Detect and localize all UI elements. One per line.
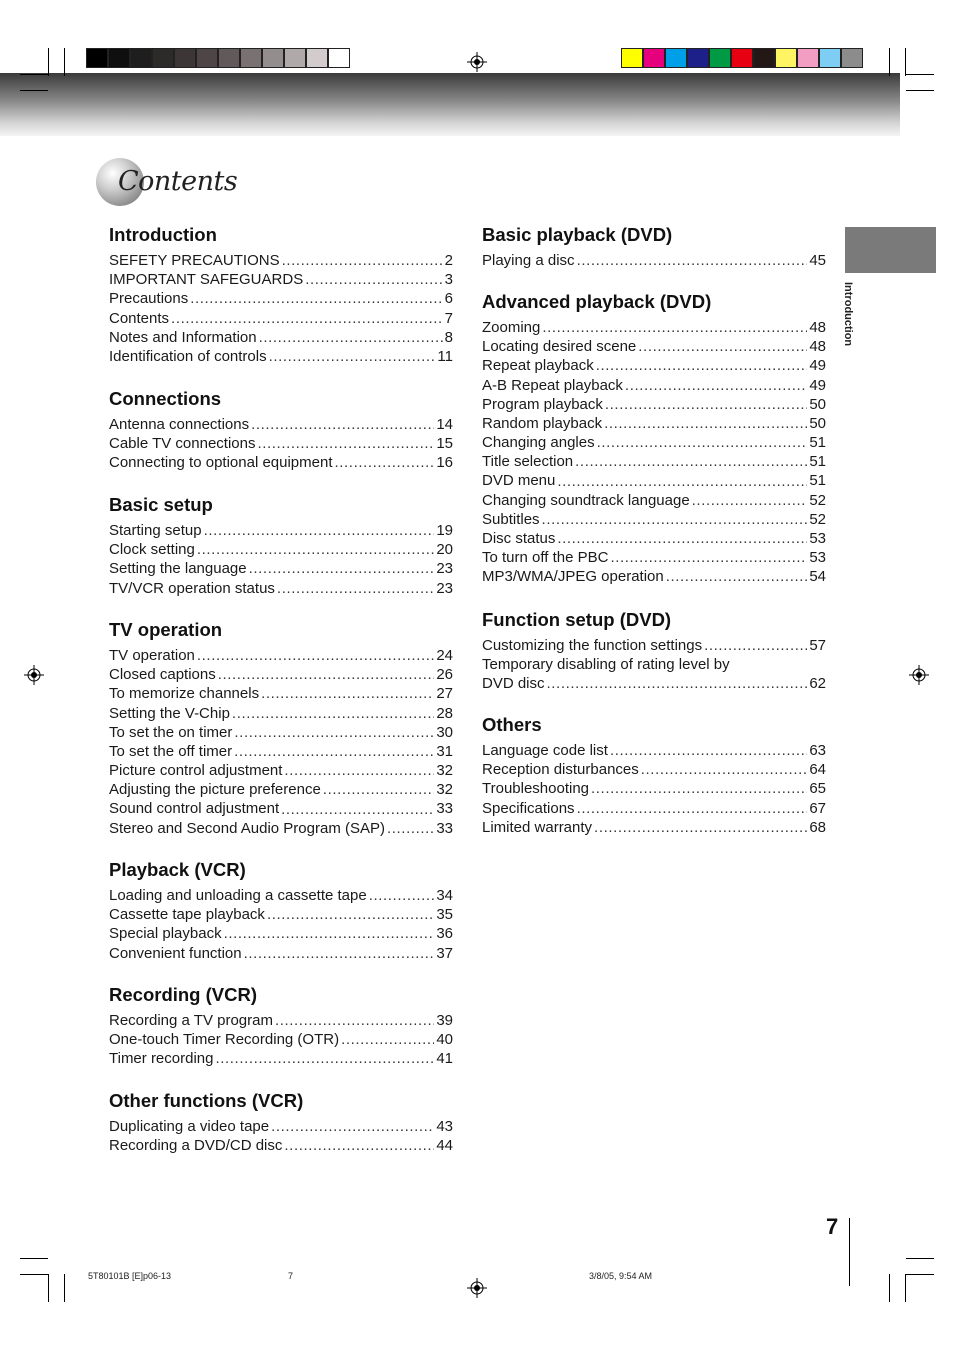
toc-entry-page: 26 [436, 666, 453, 684]
dot-leader [251, 415, 434, 434]
toc-entry-page: 28 [436, 704, 453, 722]
toc-entry[interactable] [109, 1117, 453, 1136]
toc-section [482, 289, 826, 587]
toc-entry-page: 68 [809, 818, 826, 836]
footer-timestamp: 3/8/05, 9:54 AM [589, 1271, 653, 1281]
toc-entry[interactable] [482, 414, 826, 433]
toc-entry-title: To memorize channels [109, 685, 260, 703]
toc-entry-page: 37 [436, 944, 453, 962]
dot-leader [542, 510, 808, 529]
toc-entry-page: 11 [437, 347, 453, 365]
toc-entry[interactable] [109, 347, 453, 366]
toc-entry-title: DVD disc [482, 675, 545, 693]
gray-swatch [174, 48, 196, 68]
toc-entry[interactable] [109, 289, 453, 308]
toc-entry-page: 6 [444, 290, 453, 308]
toc-entry-title: Playing a disc [482, 251, 575, 269]
toc-entry[interactable] [109, 1011, 453, 1030]
dot-leader [604, 414, 807, 433]
page-title [96, 158, 296, 208]
toc-entry[interactable] [109, 270, 453, 289]
toc-entry-title: TV/VCR operation status [109, 579, 275, 597]
toc-entry-page: 33 [436, 819, 453, 837]
gray-swatch-bar [86, 48, 350, 68]
dot-leader [234, 742, 434, 761]
section-tab-label [838, 282, 860, 356]
dot-leader [387, 819, 434, 838]
dot-leader [547, 674, 808, 693]
toc-entry-page: 41 [436, 1050, 453, 1068]
footer-file-id: 5T80101B [E]p06-13 [88, 1271, 172, 1281]
toc-entry[interactable] [482, 548, 826, 567]
toc-entry-title: Disc status [482, 530, 556, 548]
toc-entry[interactable] [482, 529, 826, 548]
toc-entry-page: 53 [809, 549, 826, 567]
dot-leader [261, 684, 434, 703]
toc-entry-title: Limited warranty [482, 818, 593, 836]
toc-entry-page: 51 [809, 453, 826, 471]
dot-leader [335, 453, 435, 472]
toc-entry-title: DVD menu [482, 472, 556, 490]
dot-leader [259, 328, 443, 347]
toc-entry-title: Troubleshooting [482, 780, 590, 798]
dot-leader [610, 548, 807, 567]
dot-leader [269, 347, 436, 366]
toc-entry-title: Repeat playback [482, 357, 594, 375]
dot-leader [197, 646, 434, 665]
toc-section [109, 492, 453, 598]
toc-entry[interactable] [109, 742, 453, 761]
toc-entry-page: 7 [444, 309, 453, 327]
section-heading: Connections [109, 388, 222, 409]
crop-mark [905, 48, 906, 76]
toc-entry[interactable] [109, 886, 453, 905]
toc-entry[interactable] [482, 395, 826, 414]
dot-leader [190, 289, 442, 308]
toc-section [109, 1088, 453, 1155]
dot-leader [215, 1049, 434, 1068]
crop-mark [889, 1274, 890, 1302]
toc-entry[interactable] [482, 433, 826, 452]
toc-entry[interactable] [109, 800, 453, 819]
toc-entry[interactable] [109, 819, 453, 838]
toc-entry-title: Setting the V-Chip [109, 704, 230, 722]
toc-entry[interactable] [482, 760, 826, 779]
toc-entry-page: 48 [809, 338, 826, 356]
color-swatch-bar [621, 48, 863, 68]
toc-entry-title: Locating desired scene [482, 338, 637, 356]
crop-mark [905, 1274, 906, 1302]
crop-mark [20, 74, 48, 75]
dot-leader [641, 760, 808, 779]
dot-leader [625, 376, 807, 395]
crop-mark [64, 1274, 65, 1302]
toc-entry[interactable] [482, 356, 826, 375]
toc-entry[interactable] [109, 1136, 453, 1155]
dot-leader [204, 521, 435, 540]
toc-entry-title: One-touch Timer Recording (OTR) [109, 1031, 340, 1049]
toc-entry-page: 19 [436, 521, 453, 539]
toc-entry-title: Stereo and Second Audio Program (SAP) [109, 819, 385, 837]
toc-entry-page: 57 [809, 636, 826, 654]
toc-entry-title: SEFETY PRECAUTIONS [109, 251, 280, 269]
toc-entry-title: Contents [109, 309, 170, 327]
dot-leader [704, 636, 807, 655]
crop-mark [906, 1274, 934, 1275]
dot-leader [281, 800, 434, 819]
toc-entry-title: Specifications [482, 799, 575, 817]
toc-entry-page: 67 [809, 799, 826, 817]
toc-entry-title: Clock setting [109, 541, 195, 559]
dot-leader [277, 579, 434, 598]
toc-entry[interactable] [109, 684, 453, 703]
section-tab-label-text: Introduction [842, 282, 854, 347]
toc-entry[interactable] [482, 741, 826, 760]
dot-leader [271, 1117, 434, 1136]
toc-entry[interactable] [109, 665, 453, 684]
toc-entry-title: Program playback [482, 395, 603, 413]
color-swatch [775, 48, 797, 68]
toc-entry-page: 48 [809, 318, 826, 336]
toc-entry-page: 44 [436, 1137, 453, 1155]
header-band [0, 73, 900, 136]
color-swatch [753, 48, 775, 68]
gray-swatch [86, 48, 108, 68]
toc-entry-page: 14 [436, 415, 453, 433]
dot-leader [610, 741, 807, 760]
color-swatch [665, 48, 687, 68]
toc-entry[interactable] [482, 779, 826, 798]
page-rule [849, 1218, 850, 1286]
dot-leader [323, 780, 435, 799]
gray-swatch [196, 48, 218, 68]
toc-entry-title: To set the on timer [109, 723, 233, 741]
toc-entry-title: To turn off the PBC [482, 549, 609, 567]
dot-leader [341, 1030, 434, 1049]
toc-entry-title: Notes and Information [109, 328, 257, 346]
section-tab [845, 227, 936, 273]
dot-leader [594, 818, 807, 837]
toc-entry-page: 50 [809, 414, 826, 432]
registration-mark-icon [909, 665, 929, 685]
toc-entry-page: 52 [809, 491, 826, 509]
color-swatch [709, 48, 731, 68]
dot-leader [282, 251, 443, 270]
toc-entry-page: 43 [436, 1117, 453, 1135]
dot-leader [257, 434, 434, 453]
toc-entry-title: Reception disturbances [482, 761, 639, 779]
toc-entry[interactable] [109, 521, 453, 540]
crop-mark [64, 48, 65, 76]
toc-entry[interactable] [109, 924, 453, 943]
toc-entry-page: 30 [436, 723, 453, 741]
dot-leader [275, 1011, 434, 1030]
toc-section [109, 386, 453, 473]
crop-mark [20, 1274, 48, 1275]
toc-entry-title: Recording a DVD/CD disc [109, 1137, 283, 1155]
section-heading: TV operation [109, 619, 223, 640]
toc-entry[interactable] [482, 318, 826, 337]
dot-leader [234, 723, 434, 742]
toc-section [482, 712, 826, 837]
dot-leader [575, 452, 807, 471]
toc-entry[interactable] [482, 636, 826, 655]
toc-entry-title: Title selection [482, 453, 574, 471]
color-swatch [621, 48, 643, 68]
toc-entry-page: 24 [436, 646, 453, 664]
toc-entry[interactable] [109, 328, 453, 347]
toc-entry-title: Zooming [482, 318, 541, 336]
crop-mark [906, 74, 934, 75]
dot-leader [666, 567, 808, 586]
crop-mark [48, 48, 49, 76]
gray-swatch [328, 48, 350, 68]
gray-swatch [152, 48, 174, 68]
toc-entry[interactable] [109, 434, 453, 453]
toc-entry-title: Antenna connections [109, 415, 250, 433]
color-swatch [797, 48, 819, 68]
registration-mark-icon [467, 52, 487, 72]
toc-section [109, 857, 453, 963]
toc-entry-page: 49 [809, 357, 826, 375]
toc-entry-title: Duplicating a video tape [109, 1117, 270, 1135]
toc-entry[interactable] [482, 674, 826, 693]
gray-swatch [306, 48, 328, 68]
toc-entry-title: Language code list [482, 741, 608, 759]
toc-entry[interactable] [482, 567, 826, 586]
dot-leader [369, 886, 435, 905]
toc-entry-page: 2 [444, 251, 453, 269]
toc-section [109, 617, 453, 838]
toc-entry-title: Closed captions [109, 666, 216, 684]
crop-mark [906, 90, 934, 91]
crop-mark [906, 1258, 934, 1259]
color-swatch [841, 48, 863, 68]
dot-leader [218, 665, 435, 684]
dot-leader [284, 1136, 434, 1155]
toc-entry-page: 39 [436, 1011, 453, 1029]
dot-leader [232, 704, 434, 723]
footer-page: 7 [288, 1271, 294, 1281]
toc-section [109, 222, 453, 366]
dot-leader [171, 309, 443, 328]
toc-entry-page: 40 [436, 1031, 453, 1049]
toc-entry-page: 15 [436, 435, 453, 453]
toc-entry-page: 8 [444, 328, 453, 346]
toc-entry-page: 35 [436, 906, 453, 924]
toc-entry-title: Temporary disabling of rating level by [482, 656, 730, 674]
toc-entry[interactable] [109, 251, 453, 270]
toc-entry-title: Adjusting the picture preference [109, 781, 321, 799]
toc-entry-title: Random playback [482, 414, 603, 432]
dot-leader [692, 491, 808, 510]
toc-entry[interactable] [482, 655, 826, 674]
toc-entry-page: 33 [436, 800, 453, 818]
section-heading: Other functions (VCR) [109, 1090, 304, 1111]
toc-entry-title: Cassette tape playback [109, 906, 265, 924]
toc-entry-page: 20 [436, 541, 453, 559]
dot-leader [267, 905, 434, 924]
toc-entry[interactable] [482, 376, 826, 395]
toc-entry-page: 64 [809, 761, 826, 779]
toc-section [482, 222, 826, 270]
dot-leader [305, 270, 442, 289]
toc-entry-page: 23 [436, 560, 453, 578]
section-heading: Basic setup [109, 494, 213, 515]
dot-leader [224, 924, 435, 943]
toc-entry[interactable] [109, 540, 453, 559]
toc-entry[interactable] [109, 415, 453, 434]
toc-entry-page: 65 [809, 780, 826, 798]
toc-entry-title: Picture control adjustment [109, 762, 283, 780]
gray-swatch [284, 48, 306, 68]
toc-entry-title: Precautions [109, 290, 189, 308]
toc-entry-title: Starting setup [109, 521, 202, 539]
toc-entry-title: Convenient function [109, 944, 242, 962]
toc-entry-title: Changing angles [482, 434, 595, 452]
dot-leader [249, 559, 435, 578]
toc-entry[interactable] [482, 510, 826, 529]
toc-entry-page: 50 [809, 395, 826, 413]
toc-entry-page: 3 [444, 271, 453, 289]
toc-entry-title: Cable TV connections [109, 435, 256, 453]
toc-entry[interactable] [109, 761, 453, 780]
toc-entry-title: A-B Repeat playback [482, 376, 623, 394]
toc-entry-page: 54 [809, 568, 826, 586]
toc-entry-title: MP3/WMA/JPEG operation [482, 568, 664, 586]
gray-swatch [218, 48, 240, 68]
dot-leader [596, 356, 808, 375]
registration-mark-icon [467, 1278, 487, 1298]
toc-entry-title: Identification of controls [109, 347, 267, 365]
section-heading: Introduction [109, 224, 217, 245]
toc-section [482, 607, 826, 694]
dot-leader [638, 337, 807, 356]
color-swatch [819, 48, 841, 68]
dot-leader [284, 761, 434, 780]
color-swatch [643, 48, 665, 68]
section-heading: Others [482, 714, 542, 735]
toc-entry-page: 62 [809, 675, 826, 693]
gray-swatch [130, 48, 152, 68]
crop-mark [20, 90, 48, 91]
color-swatch [687, 48, 709, 68]
dot-leader [577, 799, 808, 818]
section-heading: Function setup (DVD) [482, 609, 672, 630]
toc-entry[interactable] [482, 337, 826, 356]
toc-entry[interactable] [109, 723, 453, 742]
toc-entry-title: Special playback [109, 925, 222, 943]
toc-entry[interactable] [109, 780, 453, 799]
color-swatch [731, 48, 753, 68]
registration-mark-icon [24, 665, 44, 685]
dot-leader [557, 529, 807, 548]
toc-entry[interactable] [109, 944, 453, 963]
toc-entry-page: 52 [809, 510, 826, 528]
toc-entry[interactable] [109, 704, 453, 723]
toc-entry-title: Sound control adjustment [109, 800, 280, 818]
toc-entry[interactable] [482, 491, 826, 510]
toc-entry-page: 45 [809, 251, 826, 269]
toc-entry-page: 23 [436, 579, 453, 597]
toc-entry[interactable] [109, 559, 453, 578]
toc-entry-page: 49 [809, 376, 826, 394]
toc-entry[interactable] [482, 472, 826, 491]
toc-entry-page: 34 [436, 886, 453, 904]
section-heading: Advanced playback (DVD) [482, 291, 712, 312]
crop-mark [48, 1274, 49, 1302]
toc-entry-title: IMPORTANT SAFEGUARDS [109, 271, 304, 289]
section-heading: Recording (VCR) [109, 984, 257, 1005]
dot-leader [605, 395, 807, 414]
section-heading: Playback (VCR) [109, 859, 246, 880]
toc-entry-page: 63 [809, 741, 826, 759]
toc-entry[interactable] [109, 1049, 453, 1068]
toc-entry[interactable] [109, 646, 453, 665]
toc-entry-page: 32 [436, 762, 453, 780]
dot-leader [577, 251, 808, 270]
toc-entry-page: 27 [436, 685, 453, 703]
section-heading: Basic playback (DVD) [482, 224, 673, 245]
toc-entry-title: Recording a TV program [109, 1011, 273, 1029]
toc-entry[interactable] [109, 579, 453, 598]
toc-entry[interactable] [482, 818, 826, 837]
toc-entry-title: Customizing the function settings [482, 636, 703, 654]
toc-entry-page: 36 [436, 925, 453, 943]
toc-entry[interactable] [109, 309, 453, 328]
crop-mark [889, 48, 890, 76]
dot-leader [197, 540, 434, 559]
toc-entry-title: Timer recording [109, 1050, 214, 1068]
toc-entry-page: 51 [809, 434, 826, 452]
dot-leader [542, 318, 807, 337]
toc-entry-title: Connecting to optional equipment [109, 454, 333, 472]
page-number: 7 [826, 1214, 839, 1239]
toc-entry-title: Changing soundtrack language [482, 491, 690, 509]
toc-entry-title: Subtitles [482, 510, 540, 528]
toc-entry[interactable] [109, 1030, 453, 1049]
toc-entry-page: 53 [809, 530, 826, 548]
page-title-text: Contents [118, 166, 238, 197]
dot-leader [557, 472, 807, 491]
toc-entry-page: 31 [436, 742, 453, 760]
toc-entry-title: TV operation [109, 646, 195, 664]
toc-entry-title: To set the off timer [109, 742, 233, 760]
toc-entry-page: 32 [436, 781, 453, 799]
toc-entry-title: Loading and unloading a cassette tape [109, 886, 367, 904]
crop-mark [20, 1258, 48, 1259]
toc-entry-page: 16 [436, 454, 453, 472]
toc-entry[interactable] [482, 251, 826, 270]
gray-swatch [262, 48, 284, 68]
dot-leader [597, 433, 808, 452]
toc-entry[interactable] [482, 799, 826, 818]
dot-leader [244, 944, 435, 963]
toc-section [109, 982, 453, 1069]
dot-leader [591, 779, 807, 798]
toc-entry-page: 51 [809, 472, 826, 490]
gray-swatch [108, 48, 130, 68]
toc-entry[interactable] [109, 905, 453, 924]
toc-entry[interactable] [109, 453, 453, 472]
toc-entry-title: Setting the language [109, 560, 247, 578]
gray-swatch [240, 48, 262, 68]
toc-entry[interactable] [482, 452, 826, 471]
